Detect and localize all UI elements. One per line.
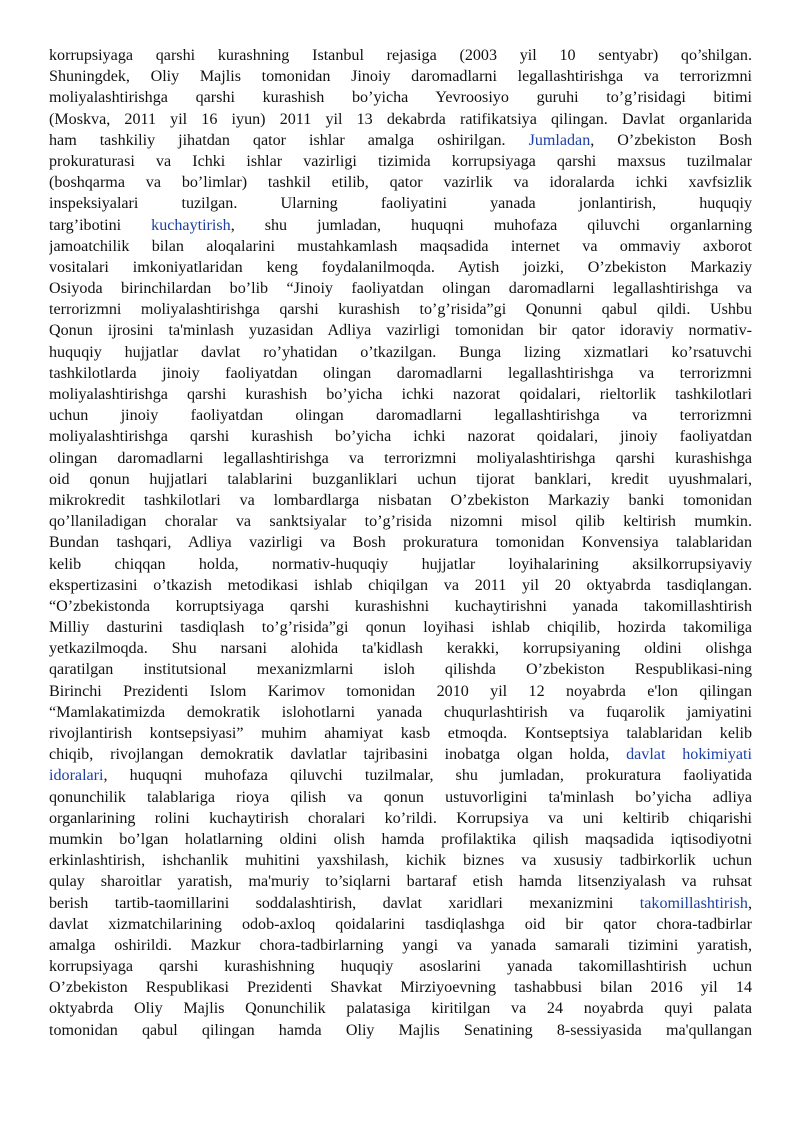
text-line [49, 448, 752, 469]
text-run: tomonidan qabul qilingan hamda Oliy Majlis Senatining 8-sessiyasida ma'qullangan [49, 1021, 752, 1039]
text-run: qaratilgan institutsional mexanizmlarni isloh qilishda O’zbekiston Respublikasi-ning [49, 661, 752, 679]
text-run: qo’llaniladigan choralar va sanktsiyalar to’g’risida nizomni misol qilib keltirish mumkin. [49, 513, 752, 531]
text-line [49, 490, 752, 511]
text-run: vositalari imkoniyatlaridan keng foydalanilmoqda. Aytish joizki, O’zbekiston Markaziy [49, 258, 752, 276]
text-line [49, 363, 752, 384]
text-run: moliyalashtirishga qarshi kurashish bo’yicha Yevroosiyo guruhi to’g’risidagi bitimi [49, 89, 752, 107]
text-line [49, 829, 752, 850]
text-run: qulay sharoitlar yaratish, ma'muriy to’siqlarni bartaraf etish hamda litsenziyalash va ruhsat [49, 873, 752, 891]
text-line [49, 787, 752, 808]
text-line [49, 87, 752, 108]
inline-link[interactable]: Jumladan [528, 131, 591, 149]
text-run: rivojlantirish kontsepsiyasi” muhim ahamiyat kasb etmoqda. Kontseptsiya talablaridan kelib [49, 725, 752, 742]
text-run: berish tartib-taomillarini soddalashtirish, davlat xaridlari mexanizmini [49, 894, 640, 912]
text-run: kelib chiqqan holda, normativ-huquqiy hujjatlar loyihalarining aksilkorrupsiyaviy [49, 555, 752, 573]
text-line [49, 575, 752, 596]
text-run: oktyabrda Oliy Majlis Qonunchilik palatasiga kiritilgan va 24 noyabrda quyi palata [49, 1000, 752, 1018]
text-run: ham tashkiliy jihatdan qator ishlar amalga oshirilgan. [49, 131, 529, 149]
inline-link[interactable]: takomillashtirish [639, 894, 748, 912]
text-run: ekspertizasini o’tkazish metodikasi ishlab chiqilgan va 2011 yil 20 oktyabrda tasdiqlangan. [49, 576, 752, 594]
text-line [49, 850, 752, 871]
text-run: huquqiy hujjatlar davlat ro’yhatidan o’tkazilgan. Bunga lizing xizmatlari ko’rsatuvchi [49, 343, 752, 361]
inline-link[interactable]: idoralari [49, 767, 104, 785]
text-run: Shuningdek, Oliy Majlis tomonidan Jinoiy daromadlarni legallashtirishga va terrorizmni [49, 68, 752, 86]
text-line [49, 320, 752, 341]
text-run: oid qonun hujjatlari talablarini buzganliklari uchun tijorat banklari, kredit uyushmalari, [49, 470, 752, 488]
text-run: , shu jumladan, huquqni muhofaza qiluvchi organlarning [230, 216, 752, 234]
text-run: davlat xizmatchilarining odob-axloq qoidalarini tasdiqlashga oid bir qator chora-tadbirlar [49, 915, 752, 933]
text-run: erkinlashtirish, ishchanlik muhitini yaxshilash, kichik biznes va xususiy tadbirkorlik uchun [49, 852, 752, 870]
text-line [49, 998, 752, 1019]
text-run: uchun jinoiy faoliyatdan olingan daromadlarni legallashtirishga va terrorizmni [49, 407, 752, 425]
text-line [49, 554, 752, 575]
text-line [49, 659, 752, 680]
text-run: Osiyoda birinchilardan bo’lib “Jinoiy faoliyatdan olingan daromadlarni legallashtirishga va [49, 280, 752, 298]
text-line [49, 384, 752, 405]
text-line [49, 257, 752, 278]
text-run: targ’ibotini [49, 216, 152, 234]
text-run: , O’zbekiston Bosh [590, 131, 752, 149]
text-line [49, 681, 752, 702]
text-line [49, 236, 752, 257]
text-line [49, 977, 752, 998]
text-line [49, 914, 752, 935]
text-run: , [747, 894, 752, 912]
text-line [49, 172, 752, 193]
text-line [49, 935, 752, 956]
text-line [49, 511, 752, 532]
text-line [49, 808, 752, 829]
text-run: inspeksiyalari tuzilgan. Ularning faoliyatini yanada jonlantirish, huquqiy [49, 195, 752, 213]
text-run: O’zbekiston Respublikasi Prezidenti Shavkat Mirziyoevning tashabbusi bilan 2016 yil 14 [49, 979, 752, 997]
text-run: Qonun ijrosini ta'minlash yuzasidan Adliya vazirligi tomonidan bir qator idoraviy normativ- [49, 322, 752, 340]
text-run: korrupsiyaga qarshi kurashishning huquqiy asoslarini yanada takomillashtirish uchun [49, 958, 752, 976]
text-line [49, 109, 752, 130]
text-run: mikrokredit tashkilotlari va lombardlarga nisbatan O’zbekiston Markaziy banki tomonidan [49, 491, 752, 509]
text-line [49, 426, 752, 447]
text-run: qonunchilik talablariga rioya qilish va qonun ustuvorligini ta'minlash bo’yicha adliya [49, 788, 752, 806]
text-line [49, 723, 752, 744]
text-run: Bundan tashqari, Adliya vazirligi va Bosh prokuratura tomonidan Konvensiya talablaridan [49, 534, 752, 552]
text-line [49, 45, 752, 66]
text-line [49, 151, 752, 172]
text-line [49, 299, 752, 320]
text-run: Milliy dasturini tasdiqlash to’g’risida”gi qonun loyihasi ishlab chiqilib, hozirda takomiliga [49, 619, 752, 637]
text-run: Birinchi Prezidenti Islom Karimov tomonidan 2010 yil 12 noyabrda e'lon qilingan [49, 682, 752, 700]
text-run: jamoatchilik bilan aloqalarini mustahkamlash maqsadida internet va ommaviy axborot [49, 237, 752, 255]
text-run: terrorizmni moliyalashtirishga qarshi kurashish to’g’risida”gi Qonunni qabul qildi. Ushbu [49, 301, 752, 319]
text-run: , huquqni muhofaza qiluvchi tuzilmalar, shu jumladan, prokuratura faoliyatida [103, 767, 752, 785]
text-run: korrupsiyaga qarshi kurashning Istanbul rejasiga (2003 yil 10 sentyabr) qo’shilgan. [49, 47, 752, 64]
text-run: amalga oshirildi. Mazkur chora-tadbirlarning yangi va yanada samarali tizimini yaratish, [49, 936, 752, 954]
text-line [49, 193, 752, 214]
text-run: mumkin bo’lgan holatlarning oldini olish hamda profilaktika qilish maqsadida iqtisodiyotni [49, 830, 752, 848]
text-line [49, 893, 752, 914]
text-line [49, 66, 752, 87]
text-line [49, 617, 752, 638]
text-line [49, 1020, 752, 1041]
text-line [49, 871, 752, 892]
inline-link[interactable]: kuchaytirish [151, 216, 231, 234]
text-run: moliyalashtirishga qarshi kurashish bo’yicha ichki nazorat qoidalari, jinoiy faoliyatdan [49, 428, 752, 446]
text-run: (Moskva, 2011 yil 16 iyun) 2011 yil 13 dekabrda ratifikatsiya qilingan. Davlat organlarida [49, 110, 752, 128]
text-line [49, 744, 752, 765]
text-line [49, 215, 752, 236]
text-line [49, 532, 752, 553]
text-run: “O’zbekistonda korruptsiyaga qarshi kurashishni kuchaytirishni yanada takomillashtirish [49, 597, 752, 615]
text-line [49, 596, 752, 617]
text-line [49, 130, 752, 151]
text-line [49, 638, 752, 659]
text-line [49, 405, 752, 426]
text-line [49, 956, 752, 977]
text-run: organlarining rolini kuchaytirish choralari ko’rildi. Korrupsiya va uni keltirib chiqarishi [49, 809, 752, 827]
text-run: prokuraturasi va Ichki ishlar vazirligi tizimida korrupsiyaga qarshi maxsus tuzilmalar [49, 152, 752, 170]
text-line [49, 765, 752, 786]
text-run: moliyalashtirishga qarshi kurashish bo’yicha ichki nazorat qoidalari, rieltorlik tashkilotlari [49, 386, 752, 403]
text-run: “Mamlakatimizda demokratik islohotlarni yanada chuqurlashtirish va fuqarolik jamiyatini [49, 703, 752, 721]
text-line [49, 702, 752, 723]
text-run: yetkazilmoqda. Shu narsani alohida ta'kidlash kerakki, korrupsiyaning oldini olishga [49, 640, 752, 658]
text-run: tashkilotlarda jinoiy faoliyatdan olingan daromadlarni legallashtirishga va terrorizmni [49, 364, 752, 382]
text-line [49, 342, 752, 363]
text-run: chiqib, rivojlangan demokratik davlatlar tajribasini inobatga olgan holda, [49, 746, 627, 764]
text-line [49, 469, 752, 490]
inline-link[interactable]: davlat hokimiyati [626, 746, 752, 764]
text-run: (boshqarma va bo’limlar) tashkil etilib, qator vazirlik va idoralarda ichki xavfsizlik [49, 174, 752, 192]
text-line [49, 278, 752, 299]
document-page [49, 45, 752, 1041]
text-run: olingan daromadlarni legallashtirishga va terrorizmni moliyalashtirishga qarshi kurashishga [49, 449, 752, 467]
